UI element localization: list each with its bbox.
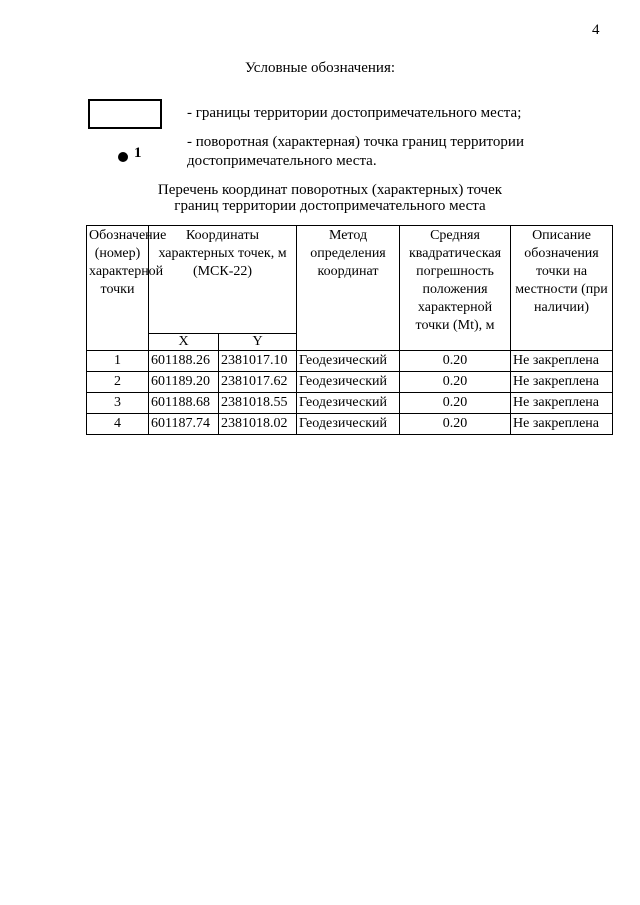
table-row — [87, 372, 613, 393]
coordinates-table — [86, 225, 613, 435]
mean-error-cell: 0.20 — [400, 351, 511, 372]
turning-point-symbol-label: 1 — [134, 145, 142, 161]
list-title-line-1: Перечень координат поворотных (характерных) точек — [157, 182, 503, 198]
y-coordinate-cell: 2381018.55 — [219, 393, 297, 414]
method-cell: Геодезический — [297, 393, 400, 414]
mean-error-cell: 0.20 — [400, 372, 511, 393]
x-coordinate-cell: 601189.20 — [149, 372, 219, 393]
header-point-number: Обозначение (номер) характерной точки — [87, 226, 149, 351]
header-coordinates: Координаты характерных точек, м (МСК-22) — [149, 226, 297, 334]
header-method: Метод определения координат — [297, 226, 400, 351]
y-coordinate-cell: 2381017.10 — [219, 351, 297, 372]
method-cell: Геодезический — [297, 372, 400, 393]
table-row — [87, 414, 613, 435]
header-x: X — [149, 334, 219, 351]
header-y: Y — [219, 334, 297, 351]
method-cell: Геодезический — [297, 414, 400, 435]
mean-error-cell: 0.20 — [400, 414, 511, 435]
legend-boundary-text: - границы территории достопримечательного места; — [187, 105, 522, 121]
method-cell: Геодезический — [297, 351, 400, 372]
header-mean-error: Средняя квадратическая погрешность положения характерной точки (Mt), м — [400, 226, 511, 351]
x-coordinate-cell: 601187.74 — [149, 414, 219, 435]
header-description: Описание обозначения точки на местности (при наличии) — [511, 226, 613, 351]
description-cell: Не закреплена — [511, 351, 613, 372]
x-coordinate-cell: 601188.26 — [149, 351, 219, 372]
mean-error-cell: 0.20 — [400, 393, 511, 414]
list-title-line-2: границ территории достопримечательного места — [174, 198, 486, 214]
description-cell: Не закреплена — [511, 393, 613, 414]
legend-heading: Условные обозначения: — [244, 60, 396, 76]
list-title — [0, 182, 640, 214]
point-number-cell: 1 — [87, 351, 149, 372]
legend-turning-point-text: - поворотная (характерная) точка границ территории достопримечательного места. — [187, 134, 524, 169]
page-number: 4 — [592, 22, 600, 38]
table-row — [87, 351, 613, 372]
description-cell: Не закреплена — [511, 372, 613, 393]
x-coordinate-cell: 601188.68 — [149, 393, 219, 414]
table-row — [87, 393, 613, 414]
point-number-cell: 2 — [87, 372, 149, 393]
turning-point-dot-symbol — [118, 152, 128, 162]
point-number-cell: 4 — [87, 414, 149, 435]
y-coordinate-cell: 2381017.62 — [219, 372, 297, 393]
point-number-cell: 3 — [87, 393, 149, 414]
boundary-rectangle-symbol — [88, 99, 162, 129]
y-coordinate-cell: 2381018.02 — [219, 414, 297, 435]
description-cell: Не закреплена — [511, 414, 613, 435]
